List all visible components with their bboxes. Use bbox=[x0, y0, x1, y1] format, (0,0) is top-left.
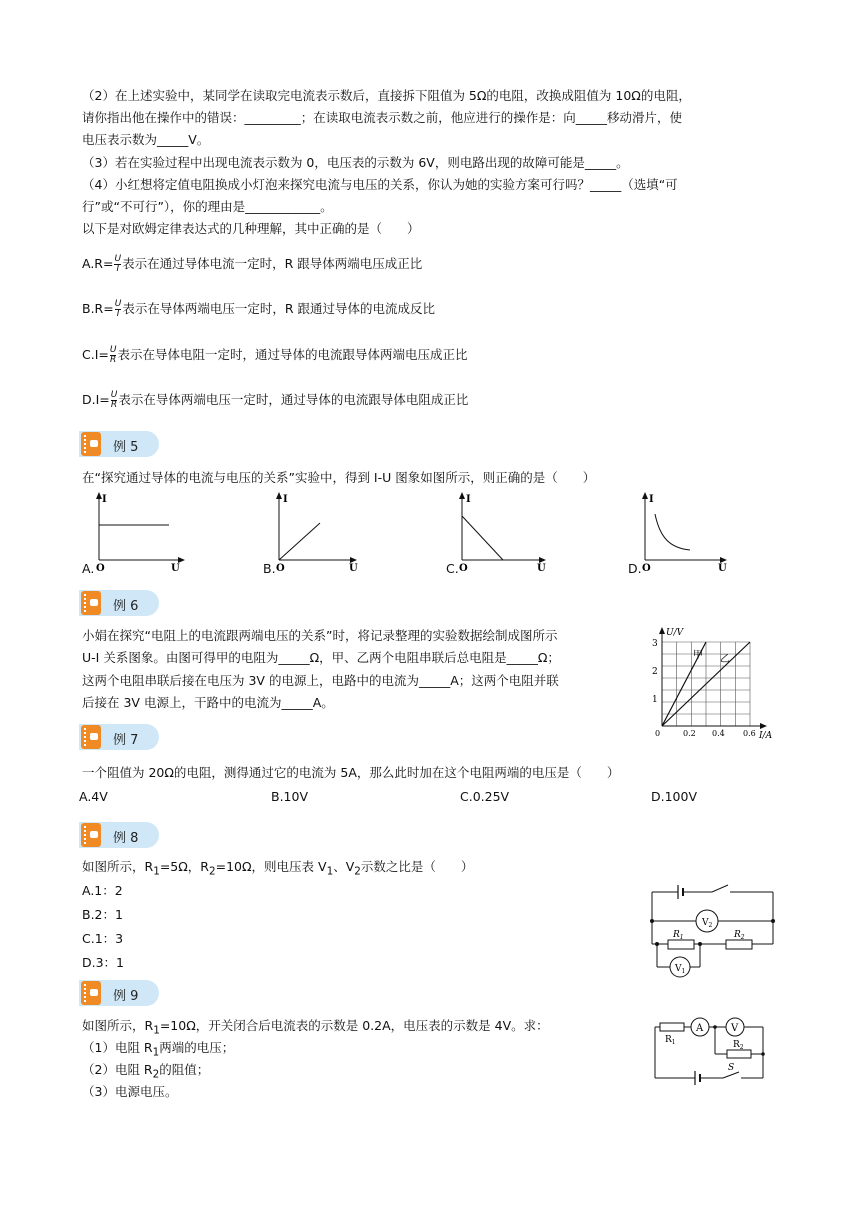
example-badge: 例 8 bbox=[79, 822, 159, 848]
ex5-question: 在“探究通过导体的电流与电压的关系”实验中，得到 I-U 图象如图所示，则正确的是（ ） bbox=[82, 470, 596, 485]
notebook-icon bbox=[81, 981, 101, 1005]
ex6-y-tick-1: 1 bbox=[652, 695, 658, 705]
ex6-y-label: U/V bbox=[666, 628, 684, 638]
ohm-option-a: A.R= $\frac{U}{I}$ 表示在通过导体电流一定时，R 跟导体两端电压成正比 bbox=[82, 254, 423, 274]
graph-a-x-label: U bbox=[171, 563, 180, 574]
ex8-option-d: D.3：1 bbox=[82, 955, 125, 970]
ex9-ammeter-label: A bbox=[696, 1023, 704, 1034]
graph-d-y-label: I bbox=[649, 494, 654, 505]
graph-d-label: D. bbox=[628, 561, 642, 576]
graph-a-y-label: I bbox=[102, 494, 107, 505]
ex9-question: 如图所示，$R_1=10\Omega$，开关闭合后电流表的示数是 0.2A，电压表的示数是 4V。求： bbox=[82, 1018, 549, 1037]
ex9-r1-label: $R_1$ bbox=[665, 1035, 676, 1046]
graph-a-origin: O bbox=[96, 563, 105, 574]
ex7-option-a: A.4V bbox=[79, 789, 108, 804]
ex9-voltmeter-label: V bbox=[731, 1023, 739, 1034]
ex9-sub-1: （1）电阻 $R_1$两端的电压； bbox=[82, 1040, 235, 1059]
ex8-question: 如图所示，$R_1=5\Omega$，$R_2=10\Omega$，则电压表 $V_1$、$V_2$示数之比是（ ） bbox=[82, 859, 474, 878]
ex6-y-tick-2: 2 bbox=[652, 667, 658, 677]
ex6-series-yi: 乙 bbox=[720, 654, 730, 665]
graph-b bbox=[272, 490, 362, 574]
example-badge: 例 5 bbox=[79, 431, 159, 457]
ex6-y-tick-3: 3 bbox=[652, 639, 658, 649]
ex8-option-a: A.1：2 bbox=[82, 883, 123, 898]
ex7-option-b: B.10V bbox=[271, 789, 309, 804]
ex8-option-c: C.1：3 bbox=[82, 931, 124, 946]
ex9-circuit bbox=[645, 1008, 775, 1088]
ex6-x-label: I/A bbox=[759, 731, 773, 741]
ohm-option-c: C.I= $\frac{U}{R}$ 表示在导体电阻一定时，通过导体的电流跟导体两端电压成正比 bbox=[82, 345, 468, 365]
question-line: （2）在上述实验中，某同学在读取完电流表示数后，直接拆下阻值为 5Ω的电阻，改换成阻值为 10Ω的电阻， bbox=[82, 88, 691, 103]
ex8-v2-label: $V_2$ bbox=[702, 918, 713, 929]
ex6-line: 后接在 3V 电源上，干路中的电流为_____A。 bbox=[82, 695, 334, 710]
ex6-x-tick-02: 0.2 bbox=[683, 729, 696, 738]
graph-b-origin: O bbox=[276, 563, 285, 574]
ex6-line: 小娟在探究“电阻上的电流跟两端电压的关系”时，将记录整理的实验数据绘制成图所示 bbox=[82, 628, 558, 643]
ex7-option-c: C.0.25V bbox=[460, 789, 510, 804]
ex9-r2-label: $R_2$ bbox=[733, 1040, 744, 1051]
notebook-icon bbox=[81, 591, 101, 615]
ex8-circuit bbox=[640, 880, 785, 980]
graph-b-label: B. bbox=[263, 561, 276, 576]
example-badge: 例 9 bbox=[79, 980, 159, 1006]
ex8-r2-label: $R_2$ bbox=[734, 930, 745, 941]
graph-c-y-label: I bbox=[466, 494, 471, 505]
question-line: （4）小红想将定值电阻换成小灯泡来探究电流与电压的关系，你认为她的实验方案可行吗？_____（选填“可 bbox=[82, 177, 678, 192]
question-line: （3）若在实验过程中出现电流表示数为 0，电压表的示数为 6V，则电路出现的故障可能是_____。 bbox=[82, 155, 629, 170]
graph-c-origin: O bbox=[459, 563, 468, 574]
ex7-option-d: D.100V bbox=[651, 789, 698, 804]
ohm-option-b: B.R= $\frac{U}{I}$ 表示在导体两端电压一定时，R 跟通过导体的电流成反比 bbox=[82, 299, 435, 319]
graph-d bbox=[638, 490, 733, 574]
ex6-ui-graph bbox=[645, 622, 775, 742]
ex7-question: 一个阻值为 20Ω的电阻，测得通过它的电流为 5A，那么此时加在这个电阻两端的电压是（ ） bbox=[82, 765, 620, 780]
graph-c-x-label: U bbox=[537, 563, 546, 574]
example-badge: 例 7 bbox=[79, 724, 159, 750]
ex6-line: U-I 关系图象。由图可得甲的电阻为_____Ω，甲、乙两个电阻串联后总电阻是_____Ω； bbox=[82, 650, 560, 665]
question-line: 行”或“不可行”），你的理由是____________。 bbox=[82, 199, 333, 214]
graph-a-label: A. bbox=[82, 561, 95, 576]
graph-d-origin: O bbox=[642, 563, 651, 574]
graph-b-x-label: U bbox=[349, 563, 358, 574]
ex6-x-tick-06: 0.6 bbox=[743, 729, 756, 738]
graph-b-y-label: I bbox=[283, 494, 288, 505]
ex9-switch-label: S bbox=[728, 1063, 735, 1073]
question-line: 以下是对欧姆定律表达式的几种理解，其中正确的是（ ） bbox=[82, 221, 420, 236]
notebook-icon bbox=[81, 432, 101, 456]
example-badge: 例 6 bbox=[79, 590, 159, 616]
ex6-x-tick-04: 0.4 bbox=[712, 729, 725, 738]
graph-d-x-label: U bbox=[718, 563, 727, 574]
ohm-option-d: D.I= $\frac{U}{R}$ 表示在导体两端电压一定时，通过导体的电流跟导体电阻成正比 bbox=[82, 390, 469, 410]
ex6-origin: 0 bbox=[655, 729, 661, 738]
ex8-r1-label: $R_1$ bbox=[673, 930, 684, 941]
graph-a bbox=[92, 490, 192, 574]
question-line: 请你指出他在操作中的错误：_________；在读取电流表示数之前，他应进行的操作是：向_____移动滑片，使 bbox=[82, 110, 683, 125]
ex6-series-jia: 甲 bbox=[693, 650, 703, 661]
notebook-icon bbox=[81, 725, 101, 749]
ex8-v1-label: $V_1$ bbox=[675, 964, 686, 975]
graph-c bbox=[455, 490, 550, 574]
graph-c-label: C. bbox=[446, 561, 459, 576]
ex6-line: 这两个电阻串联后接在电压为 3V 的电源上，电路中的电流为_____A；这两个电阻并联 bbox=[82, 673, 559, 688]
question-line: 电压表示数为_____V。 bbox=[82, 132, 210, 147]
notebook-icon bbox=[81, 823, 101, 847]
ex8-option-b: B.2：1 bbox=[82, 907, 123, 922]
ex9-sub-3: （3）电源电压。 bbox=[82, 1084, 178, 1099]
ex9-sub-2: （2）电阻 $R_2$的阻值； bbox=[82, 1062, 210, 1081]
